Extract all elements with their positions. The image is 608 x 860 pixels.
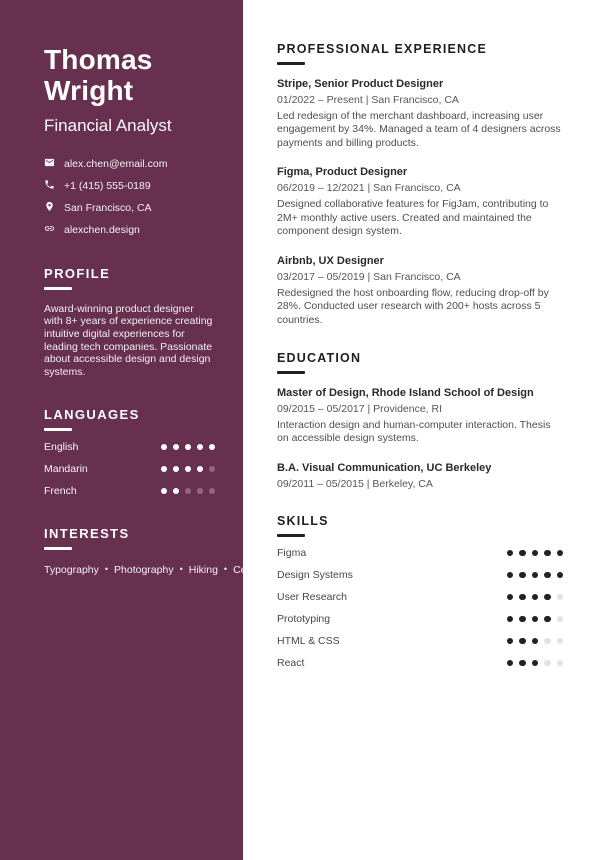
skill-rating [507, 616, 564, 623]
bullet-separator: • [179, 564, 183, 575]
heading-underline [277, 534, 305, 537]
languages-section [44, 407, 215, 497]
job-entry-title: Airbnb, UX Designer [277, 254, 384, 267]
rating-dot-filled [173, 466, 179, 472]
rating-dot-filled [507, 594, 514, 601]
contact-location-value: San Francisco, CA [64, 201, 152, 214]
rating-dot-filled [557, 550, 564, 557]
rating-dot-empty [544, 660, 551, 667]
rating-dot-filled [532, 638, 539, 645]
interests-section [44, 526, 278, 579]
job-entry [277, 166, 563, 238]
contact-email-value: alex.chen@email.com [64, 157, 168, 170]
skill-label: HTML & CSS [277, 634, 340, 647]
job-entry [277, 255, 563, 327]
rating-dot-filled [532, 572, 539, 579]
lang-row [44, 463, 215, 475]
experience-section [277, 42, 563, 327]
rating-dot-filled [507, 572, 514, 579]
rating-dot-filled [161, 444, 167, 450]
interests-list [44, 562, 278, 579]
interests-heading: INTERESTS [44, 526, 130, 542]
heading-underline [277, 371, 305, 374]
contact-row-website [44, 223, 215, 237]
experience-heading: PROFESSIONAL EXPERIENCE [277, 42, 488, 56]
contact-list [44, 157, 215, 237]
rating-dot-filled [557, 572, 564, 579]
education-entry-title: B.A. Visual Communication, UC Berkeley [277, 461, 492, 474]
education-list [277, 387, 563, 490]
education-entry [277, 387, 563, 446]
rating-dot-filled [519, 550, 526, 557]
rating-dot-empty [197, 488, 203, 494]
language-rating [161, 444, 215, 450]
education-section [277, 351, 563, 490]
rating-dot-filled [544, 616, 551, 623]
rating-dot-empty [557, 660, 564, 667]
skill-rating [507, 550, 564, 557]
interest-item: Typography [44, 564, 99, 577]
contact-row-location [44, 201, 215, 215]
job-entry-title: Stripe, Senior Product Designer [277, 78, 444, 90]
skill-label: Design Systems [277, 568, 353, 581]
rating-dot-filled [185, 444, 191, 450]
main-content [243, 0, 608, 860]
rating-dot-filled [532, 594, 539, 601]
rating-dot-filled [507, 550, 514, 557]
heading-underline [44, 287, 72, 290]
lang-label: English [44, 441, 79, 454]
bullet-separator: • [223, 564, 228, 575]
heading-underline [277, 62, 305, 65]
rating-dot-filled [532, 660, 539, 667]
rating-dot-empty [557, 638, 564, 645]
interest-item: Photography [114, 564, 174, 577]
person-name: Thomas Wright [44, 44, 153, 107]
bullet-separator: • [104, 564, 109, 575]
skill-label: Figma [277, 546, 307, 559]
education-entry-dates-location: 09/2011 – 05/2015 | Berkeley, CA [277, 477, 433, 490]
phone-icon [44, 179, 55, 193]
skill-rating [507, 594, 564, 601]
rating-dot-filled [544, 550, 551, 557]
interest-item: Ceramics [233, 564, 278, 577]
education-entry [277, 462, 563, 490]
job-entry-dates-location: 06/2019 – 12/2021 | San Francisco, CA [277, 182, 461, 195]
lang-label: French [44, 485, 77, 498]
rating-dot-empty [209, 466, 215, 472]
rating-dot-filled [209, 444, 215, 450]
rating-dot-filled [519, 594, 526, 601]
rating-dot-filled [507, 616, 514, 623]
experience-list [277, 78, 563, 327]
email-icon [44, 157, 55, 171]
rating-dot-filled [519, 572, 526, 579]
rating-dot-filled [519, 660, 526, 667]
rating-dot-filled [161, 488, 167, 494]
heading-underline [44, 428, 72, 431]
rating-dot-empty [557, 616, 564, 623]
job-entry-description: Led redesign of the merchant dashboard, increasing user engagement by 34%. Managed a team of 4 designers across payments and billing products. [277, 110, 561, 149]
rating-dot-filled [544, 572, 551, 579]
language-rating [161, 488, 215, 494]
job-entry [277, 78, 563, 150]
rating-dot-filled [185, 466, 191, 472]
job-entry-dates-location: 03/2017 – 05/2019 | San Francisco, CA [277, 270, 461, 283]
contact-phone-value: +1 (415) 555-0189 [64, 179, 151, 192]
job-entry-dates-location: 01/2022 – Present | San Francisco, CA [277, 94, 459, 106]
education-entry-title: Master of Design, Rhode Island School of Design [277, 386, 534, 399]
rating-dot-empty [557, 594, 564, 601]
rating-dot-filled [544, 594, 551, 601]
education-entry-dates-location: 09/2015 – 05/2017 | Providence, RI [277, 402, 443, 415]
rating-dot-filled [173, 444, 179, 450]
skill-row [277, 569, 563, 581]
skill-label: Prototyping [277, 612, 331, 625]
rating-dot-filled [173, 488, 179, 494]
education-entry-description: Interaction design and human-computer interaction. Thesis on accessible design systems. [277, 418, 551, 445]
rating-dot-filled [197, 444, 203, 450]
lang-row [44, 441, 215, 453]
rating-dot-filled [532, 550, 539, 557]
rating-dot-filled [519, 616, 526, 623]
job-entry-title: Figma, Product Designer [277, 166, 408, 179]
contact-website-value: alexchen.design [64, 223, 140, 236]
link-icon [44, 223, 55, 237]
sidebar [0, 0, 278, 860]
skill-rating [507, 572, 564, 579]
skill-rating [507, 660, 564, 667]
languages-list [44, 441, 215, 497]
contact-row-phone [44, 179, 215, 193]
skill-row [277, 613, 563, 625]
lang-label: Mandarin [44, 463, 88, 476]
location-icon [44, 201, 55, 215]
rating-dot-filled [197, 466, 203, 472]
person-job-title: Financial Analyst [44, 115, 172, 135]
profile-section [44, 266, 215, 379]
skill-row [277, 635, 563, 647]
skill-row [277, 657, 563, 669]
skill-label: React [277, 656, 305, 669]
job-entry-description: Redesigned the host onboarding flow, reducing drop-off by 28%. Conducted user research with 200+ hosts across 5 countries. [277, 286, 549, 326]
skills-heading: SKILLS [277, 513, 329, 528]
interest-item: Hiking [188, 564, 218, 577]
skills-section [277, 514, 563, 669]
skills-list [277, 547, 563, 669]
job-entry-description: Designed collaborative features for FigJam, contributing to 2M+ monthly active users. Created and maintained the component design system. [277, 198, 549, 238]
rating-dot-filled [519, 638, 526, 645]
rating-dot-filled [507, 638, 514, 645]
contact-row-email [44, 157, 215, 171]
skill-row [277, 547, 563, 559]
skill-rating [507, 638, 564, 645]
skill-label: User Research [277, 590, 348, 603]
rating-dot-filled [532, 616, 539, 623]
rating-dot-empty [209, 488, 215, 494]
lang-row [44, 485, 215, 497]
language-rating [161, 466, 215, 472]
languages-heading: LANGUAGES [44, 407, 140, 423]
rating-dot-empty [185, 488, 191, 494]
skill-row [277, 591, 563, 603]
profile-heading: PROFILE [44, 265, 111, 281]
heading-underline [44, 547, 72, 550]
profile-text: Award-winning product designer with 8+ years of experience creating intuitive digital experiences for leading tech companies. Passionate about accessible design and design systems. [44, 302, 213, 378]
rating-dot-filled [507, 660, 514, 667]
education-heading: EDUCATION [277, 350, 362, 365]
rating-dot-empty [544, 638, 551, 645]
rating-dot-filled [161, 466, 167, 472]
